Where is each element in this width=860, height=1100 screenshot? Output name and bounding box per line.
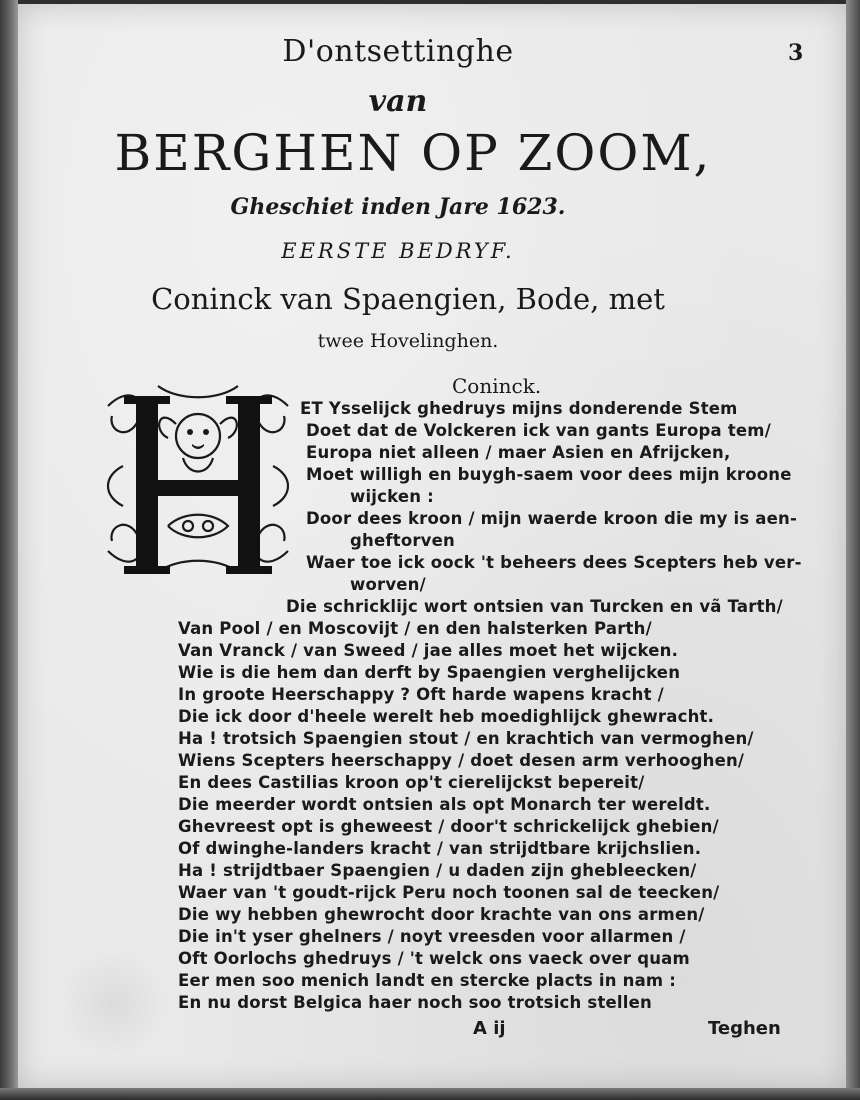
verse-line-9: worven/ xyxy=(350,575,426,594)
verse-line-2: Doet dat de Volckeren ick van gants Europa tem/ xyxy=(306,421,771,440)
decorated-initial xyxy=(98,376,298,582)
verse-line-19: Die meerder wordt ontsien als opt Monarch ter wereldt. xyxy=(178,795,711,814)
book-edge-left xyxy=(0,0,18,1100)
character-list-line-2: twee Hovelinghen. xyxy=(317,330,499,352)
page-number: 3 xyxy=(788,40,804,66)
verse-line-17: Wiens Scepters heerschappy / doet desen arm verhooghen/ xyxy=(178,751,745,770)
main-title: BERGHEN OP ZOOM, xyxy=(114,124,712,182)
verse-line-7: gheftorven xyxy=(350,531,455,550)
title-subtitle: Gheschiet inden Jare 1623. xyxy=(230,194,566,220)
book-edge-bottom xyxy=(0,1088,860,1100)
verse-line-3: Europa niet alleen / maer Asien en Afrijcken, xyxy=(306,443,731,462)
verse-line-13: Wie is die hem dan derft by Spaengien verghelijcken xyxy=(178,663,681,682)
verse-line-26: Oft Oorlochs ghedruys / 't welck ons vaeck over quam xyxy=(178,949,690,968)
verse-line-25: Die in't yser ghelners / noyt vreesden voor allarmen / xyxy=(178,927,686,946)
verse-line-22: Ha ! strijdtbaer Spaengien / u daden zijn ghebleecken/ xyxy=(178,861,697,880)
verse-line-14: In groote Heerschappy ? Oft harde wapens kracht / xyxy=(178,685,664,704)
book-edge-right xyxy=(846,0,860,1100)
act-heading: EERSTE BEDRYF. xyxy=(281,239,515,263)
verse-line-28: En nu dorst Belgica haer noch soo trotsich stellen xyxy=(178,993,652,1012)
page-stain xyxy=(58,954,168,1054)
verse-line-18: En dees Castilias kroon op't cierelijckst bepereit/ xyxy=(178,773,645,792)
title-line-2: van xyxy=(368,84,428,119)
verse-line-4: Moet willigh en buygh-saem voor dees mijn kroone xyxy=(306,465,792,484)
verse-line-12: Van Vranck / van Sweed / jae alles moet het wijcken. xyxy=(178,641,679,660)
character-list-line-1: Coninck van Spaengien, Bode, met xyxy=(151,282,665,316)
verse-line-27: Eer men soo menich landt en stercke placts in nam : xyxy=(178,971,677,990)
verse-line-6: Door dees kroon / mijn waerde kroon die my is aen- xyxy=(306,509,798,528)
title-line-1: D'ontsettinghe xyxy=(282,34,514,69)
catchword: Teghen xyxy=(708,1018,781,1039)
verse-line-8: Waer toe ick oock 't beheers dees Scepters heb ver- xyxy=(306,553,802,572)
book-page xyxy=(18,4,846,1088)
verse-line-5: wijcken : xyxy=(350,487,434,506)
verse-line-11: Van Pool / en Moscovijt / en den halsterken Parth/ xyxy=(178,619,652,638)
verse-line-16: Ha ! trotsich Spaengien stout / en krachtich van vermoghen/ xyxy=(178,729,754,748)
verse-line-24: Die wy hebben ghewrocht door krachte van ons armen/ xyxy=(178,905,705,924)
verse-line-15: Die ick door d'heele werelt heb moedighlijck ghewracht. xyxy=(178,707,715,726)
signature-mark: A ij xyxy=(473,1018,506,1039)
ornament-icon xyxy=(98,376,298,582)
verse-line-10: Die schricklijc wort ontsien van Turcken en vã Tarth/ xyxy=(286,597,783,616)
verse-line-20: Ghevreest opt is gheweest / door't schrickelijck ghebien/ xyxy=(178,817,719,836)
verse-line-23: Waer van 't goudt-rijck Peru noch toonen sal de teecken/ xyxy=(178,883,720,902)
speaker-name: Coninck. xyxy=(452,374,542,398)
verse-line-21: Of dwinghe-landers kracht / van strijdtbare krijchslien. xyxy=(178,839,702,858)
verse-line-1: ET Ysselijck ghedruys mijns donderende Stem xyxy=(300,399,738,418)
